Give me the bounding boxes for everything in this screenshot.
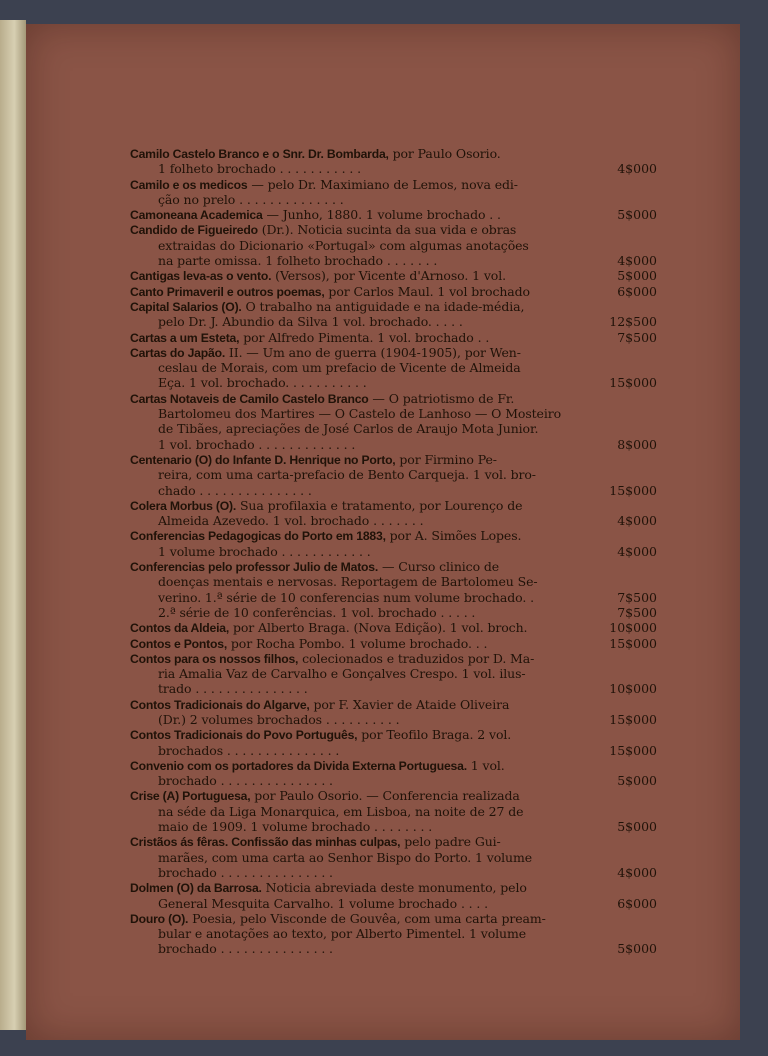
entry-line xyxy=(130,177,574,192)
entry-description: doenças mentais e nervosas. Reportagem de Bartolomeu Se- xyxy=(158,574,538,590)
catalog-entry xyxy=(130,757,657,789)
entry-title: Camilo e os medicos xyxy=(130,177,248,192)
catalog-entry xyxy=(130,451,657,498)
entry-title: Cartas do Japão. xyxy=(130,345,226,360)
catalog-entry xyxy=(130,910,657,957)
entry-price: 5$000 xyxy=(617,207,657,223)
entry-title: Dolmen (O) da Barrosa. xyxy=(130,881,262,896)
entry-line xyxy=(130,880,574,895)
entry-title: Contos e Pontos, xyxy=(130,636,228,651)
entry-price: 15$000 xyxy=(609,742,657,758)
entry-line xyxy=(130,299,574,314)
entry-title: Contos da Aldeia, xyxy=(130,621,230,636)
catalog-entry xyxy=(130,207,657,223)
entry-description: verino. 1.ª série de 10 conferencias num volume brochado. . xyxy=(158,589,534,605)
catalog-entry xyxy=(130,222,657,269)
entry-description: reira, com uma carta-prefacio de Bento Carqueja. 1 vol. bro- xyxy=(158,467,536,483)
entry-line xyxy=(130,697,574,712)
entry-description: — O patriotismo de Fr. xyxy=(368,390,515,406)
entry-title: Convenio com os portadores da Divida Externa Portuguesa. xyxy=(130,758,467,773)
entry-title: Canto Primaveril e outros poemas, xyxy=(130,284,325,299)
catalog-entry xyxy=(130,390,657,452)
entry-price: 5$000 xyxy=(617,941,657,957)
entry-description: Eça. 1 vol. brochado. . . . . . . . . . . xyxy=(158,375,367,391)
entry-line xyxy=(130,406,574,421)
entry-price: 15$000 xyxy=(609,375,657,391)
entry-line xyxy=(130,651,574,666)
entry-description: Noticia abreviada deste monumento, pelo xyxy=(261,880,527,896)
catalog-entry xyxy=(130,727,657,758)
entry-price: 4$000 xyxy=(617,543,657,559)
catalog-entry xyxy=(130,329,657,345)
catalog-entry xyxy=(130,177,574,208)
entry-price: 4$000 xyxy=(617,864,657,880)
entry-description: 2.ª série de 10 conferências. 1 vol. brochado . . . . . xyxy=(158,604,476,620)
entry-description: por Alberto Braga. (Nova Edição). 1 vol. broch. xyxy=(229,620,528,636)
entry-title: Crise (A) Portuguesa, xyxy=(130,789,251,804)
entry-title: Cristãos ás fêras. Confissão das minhas culpas, xyxy=(130,835,401,850)
entry-description: por Teofilo Braga. 2 vol. xyxy=(357,727,512,743)
entry-price: 4$000 xyxy=(617,513,657,529)
entry-description: brochados . . . . . . . . . . . . . . . xyxy=(158,742,340,758)
entry-description: por F. Xavier de Ataide Oliveira xyxy=(309,696,510,712)
entry-description: brochado . . . . . . . . . . . . . . . xyxy=(158,864,333,880)
entry-price: 4$000 xyxy=(617,253,657,269)
entry-description: brochado . . . . . . . . . . . . . . . xyxy=(158,941,333,957)
catalog-entry xyxy=(130,298,657,330)
entry-title: Contos Tradicionais do Algarve, xyxy=(130,697,310,712)
entry-line xyxy=(130,758,574,773)
catalog-entry xyxy=(130,635,657,651)
catalog-entry xyxy=(130,880,657,911)
entry-line xyxy=(130,146,574,161)
entry-line xyxy=(130,192,574,207)
entry-description: por A. Simões Lopes. xyxy=(385,528,522,544)
entry-title: Colera Morbus (O). xyxy=(130,498,237,513)
entry-description: de Tibães, apreciações de José Carlos de Araujo Mota Junior. xyxy=(158,421,539,437)
entry-line xyxy=(130,222,574,237)
entry-line xyxy=(130,727,574,742)
entry-line xyxy=(130,788,574,803)
entry-price: 4$000 xyxy=(617,161,657,177)
entry-title: Conferencias pelo professor Julio de Matos. xyxy=(130,560,379,575)
entry-price: 5$000 xyxy=(617,819,657,835)
entry-description: por Firmino Pe- xyxy=(395,451,497,467)
entry-description: — pelo Dr. Maximiano de Lemos, nova edi- xyxy=(247,176,518,192)
catalog-entry xyxy=(130,283,657,299)
entry-price: 7$500 xyxy=(617,604,657,620)
entry-description: extraidas do Dicionario «Portugal» com algumas anotações xyxy=(158,237,529,253)
entry-price: 5$000 xyxy=(617,268,657,284)
entry-price: 12$500 xyxy=(609,314,657,330)
catalog-entry xyxy=(130,268,657,284)
entry-description: — Curso clinico de xyxy=(378,559,500,575)
entry-description: ceslau de Morais, com um prefacio de Vicente de Almeida xyxy=(158,360,521,376)
entry-description: General Mesquita Carvalho. 1 volume brochado . . . . xyxy=(158,895,489,911)
entry-price: 10$000 xyxy=(609,681,657,697)
entry-description: na parte omissa. 1 folheto brochado . . . . . . . xyxy=(158,253,438,269)
entry-line xyxy=(130,391,574,406)
entry-description: O trabalho na antiguidade e na idade-média, xyxy=(241,298,525,314)
entry-line xyxy=(130,574,574,589)
entry-price: 5$000 xyxy=(617,773,657,789)
entry-title: Contos para os nossos filhos, xyxy=(130,651,299,666)
entry-description: por Rocha Pombo. 1 volume brochado. . . xyxy=(227,635,488,651)
entry-description: chado . . . . . . . . . . . . . . . xyxy=(158,482,312,498)
entry-line xyxy=(130,238,574,253)
entry-price: 15$000 xyxy=(609,482,657,498)
entry-line xyxy=(130,528,574,543)
entry-description: 1 folheto brochado . . . . . . . . . . . xyxy=(158,161,361,177)
entry-description: trado . . . . . . . . . . . . . . . xyxy=(158,681,308,697)
catalog-entry xyxy=(130,559,657,605)
entry-description: por Carlos Maul. 1 vol brochado xyxy=(324,283,530,299)
entry-price: 8$000 xyxy=(617,436,657,452)
entry-title: Camilo Castelo Branco e o Snr. Dr. Bombarda, xyxy=(130,147,389,161)
entry-description: colecionados e traduzidos por D. Ma- xyxy=(298,650,535,666)
entry-description: ria Amalia Vaz de Carvalho e Gonçalves Crespo. 1 vol. ilus- xyxy=(158,666,526,682)
entry-line xyxy=(130,498,574,513)
entry-description: pelo padre Gui- xyxy=(400,834,501,850)
entry-price: 7$500 xyxy=(617,589,657,605)
catalog-entry xyxy=(130,650,657,697)
entry-line xyxy=(130,911,574,926)
entry-description: 1 vol. xyxy=(466,757,505,773)
catalog-list xyxy=(130,146,657,957)
entry-title: Candido de Figueiredo xyxy=(130,223,258,238)
entry-line xyxy=(130,804,574,819)
entry-description: pelo Dr. J. Abundio da Silva 1 vol. brochado. . . . . xyxy=(158,314,463,330)
entry-description: Sua profilaxia e tratamento, por Lourenço de xyxy=(236,497,523,513)
entry-line xyxy=(130,421,574,436)
catalog-entry xyxy=(130,146,657,177)
entry-price: 10$000 xyxy=(609,620,657,636)
catalog-entry xyxy=(130,788,657,835)
entry-line xyxy=(130,360,574,375)
catalog-entry xyxy=(130,344,657,391)
book-spine-edge xyxy=(0,20,26,1030)
catalog-entry xyxy=(130,834,657,880)
entry-price: 6$000 xyxy=(617,283,657,299)
entry-description: Almeida Azevedo. 1 vol. brochado . . . . . . . xyxy=(158,513,424,529)
entry-title: Centenario (O) do Infante D. Henrique no Porto, xyxy=(130,452,396,467)
entry-description: maio de 1909. 1 volume brochado . . . . . . . . xyxy=(158,819,433,835)
entry-line xyxy=(130,452,574,467)
entry-title: Cartas Notaveis de Camilo Castelo Branco xyxy=(130,391,369,406)
entry-title: Capital Salarios (O). xyxy=(130,299,242,314)
entry-description: bular e anotações ao texto, por Alberto Pimentel. 1 volume xyxy=(158,926,527,942)
entry-title: Cartas a um Esteta, xyxy=(130,330,240,345)
entry-description: Poesia, pelo Visconde de Gouvêa, com uma carta pream- xyxy=(188,910,546,926)
entry-description: II. — Um ano de guerra (1904-1905), por Wen- xyxy=(225,344,521,360)
catalog-entry xyxy=(130,528,657,559)
entry-description: na séde da Liga Monarquica, em Lisboa, na noite de 27 de xyxy=(158,803,524,819)
entry-description: brochado . . . . . . . . . . . . . . . xyxy=(158,773,333,789)
entry-description: (Dr.) 2 volumes brochados . . . . . . . . . . xyxy=(158,711,400,727)
entry-description: ção no prelo . . . . . . . . . . . . . . xyxy=(158,191,344,207)
entry-price: 6$000 xyxy=(617,895,657,911)
catalog-page xyxy=(26,24,740,1040)
entry-line xyxy=(130,467,574,482)
catalog-entry xyxy=(130,696,657,728)
entry-description: por Paulo Osorio. — Conferencia realizada xyxy=(250,788,520,804)
entry-description: por Alfredo Pimenta. 1 vol. brochado . . xyxy=(239,329,490,345)
entry-line xyxy=(130,559,574,574)
catalog-entry xyxy=(130,604,657,620)
entry-line xyxy=(130,666,574,681)
entry-description: — Junho, 1880. 1 volume brochado . . xyxy=(262,207,501,223)
catalog-entry xyxy=(130,620,657,636)
entry-description: 1 vol. brochado . . . . . . . . . . . . . xyxy=(158,436,356,452)
catalog-entry xyxy=(130,497,657,529)
entry-line xyxy=(130,926,574,941)
entry-price: 7$500 xyxy=(617,329,657,345)
entry-description: marães, com uma carta ao Senhor Bispo do Porto. 1 volume xyxy=(158,849,533,865)
entry-line xyxy=(130,850,574,865)
entry-title: Conferencias Pedagogicas do Porto em 1883, xyxy=(130,529,386,544)
entry-description: (Dr.). Noticia sucinta da sua vida e obras xyxy=(257,222,517,238)
entry-description: Bartolomeu dos Martires — O Castelo de Lanhoso — O Mosteiro xyxy=(158,406,562,422)
entry-title: Contos Tradicionais do Povo Português, xyxy=(130,728,358,743)
entry-price: 15$000 xyxy=(609,711,657,727)
entry-title: Douro (O). xyxy=(130,911,189,926)
entry-title: Cantigas leva-as o vento. xyxy=(130,269,272,284)
entry-line xyxy=(130,834,574,849)
entry-description: (Versos), por Vicente d'Arnoso. 1 vol. xyxy=(271,268,506,284)
entry-line xyxy=(130,345,574,360)
entry-description: 1 volume brochado . . . . . . . . . . . . xyxy=(158,543,371,559)
entry-price: 15$000 xyxy=(609,635,657,651)
entry-description: por Paulo Osorio. xyxy=(388,146,501,161)
entry-title: Camoneana Academica xyxy=(130,208,263,223)
